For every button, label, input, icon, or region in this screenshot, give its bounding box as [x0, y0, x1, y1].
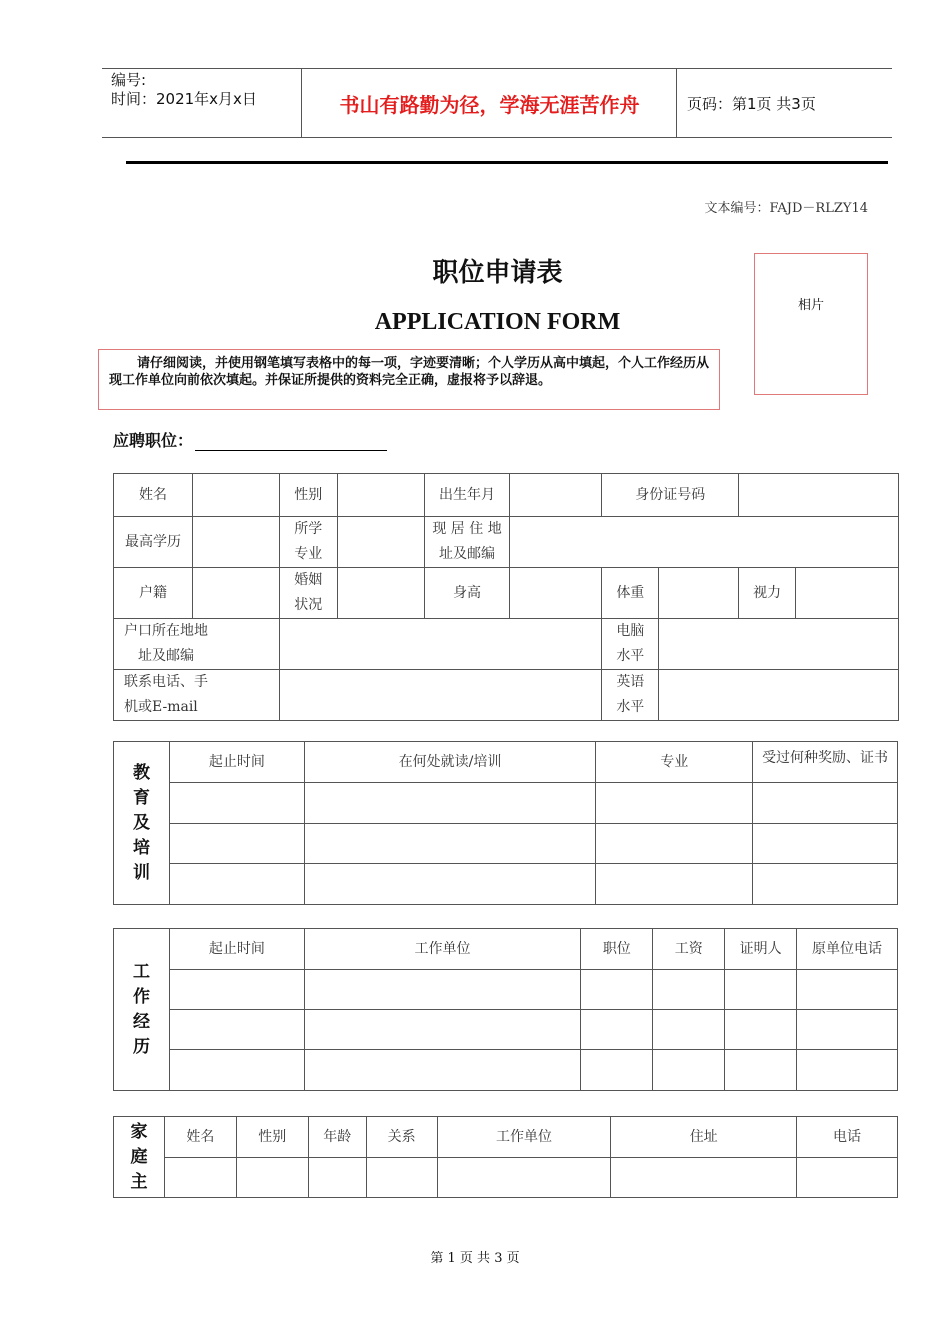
marital-field[interactable] — [337, 568, 424, 619]
edu-header-awards: 受过何种奖励、证书 — [753, 742, 898, 783]
table-cell[interactable] — [164, 1158, 236, 1198]
work-header-employer: 工作单位 — [304, 929, 581, 970]
form-subtitle: APPLICATION FORM — [374, 309, 621, 335]
position-label: 应聘职位： — [113, 431, 194, 450]
birth-label: 出生年月 — [424, 474, 510, 517]
work-header-position: 职位 — [581, 929, 653, 970]
table-cell[interactable] — [304, 864, 596, 905]
family-header-address: 住址 — [611, 1117, 797, 1158]
name-label: 姓名 — [114, 474, 193, 517]
table-cell[interactable] — [797, 1050, 898, 1091]
document-number: 文本编号：FAJD－RLZY14 — [704, 201, 868, 216]
english-field[interactable] — [659, 670, 899, 721]
table-cell[interactable] — [169, 970, 304, 1010]
page-header — [102, 68, 892, 138]
marital-label: 婚姻 状况 — [279, 568, 337, 619]
table-cell[interactable] — [725, 1010, 797, 1050]
notice-text: 请仔细阅读，并使用钢笔填写表格中的每一项，字迹要清晰；个人学历从高中填起，个人工作经历从现工作单位向前依次填起。并保证所提供的资料完全正确，虚报将予以辞退。 — [109, 356, 710, 388]
table-cell[interactable] — [437, 1158, 611, 1198]
english-label: 英语 水平 — [602, 670, 659, 721]
table-cell[interactable] — [236, 1158, 308, 1198]
table-cell[interactable] — [304, 1050, 581, 1091]
family-header-phone: 电话 — [797, 1117, 898, 1158]
table-cell[interactable] — [581, 1010, 653, 1050]
weight-field[interactable] — [659, 568, 739, 619]
personal-info-table — [113, 473, 899, 721]
hukou-field[interactable] — [192, 568, 279, 619]
contact-label: 联系电话、手 机或E-mail — [114, 670, 280, 721]
address-field[interactable] — [510, 517, 899, 568]
birth-field[interactable] — [510, 474, 602, 517]
education-field[interactable] — [192, 517, 279, 568]
computer-field[interactable] — [659, 619, 899, 670]
family-header-age: 年龄 — [308, 1117, 366, 1158]
vision-label: 视力 — [739, 568, 796, 619]
table-cell[interactable] — [304, 970, 581, 1010]
id-number-label: 身份证号码 — [602, 474, 739, 517]
name-field[interactable] — [192, 474, 279, 517]
instructions-notice — [98, 349, 720, 410]
table-cell[interactable] — [304, 783, 596, 824]
table-cell[interactable] — [596, 824, 753, 864]
time-label: 时间：2021年x月x日 — [111, 90, 257, 108]
work-header-phone: 原单位电话 — [797, 929, 898, 970]
edu-header-major: 专业 — [596, 742, 753, 783]
family-header-relation: 关系 — [366, 1117, 437, 1158]
table-cell[interactable] — [725, 1050, 797, 1091]
serial-label: 编号: — [111, 71, 147, 89]
table-cell[interactable] — [653, 970, 725, 1010]
gender-label: 性别 — [279, 474, 337, 517]
hukou-address-field[interactable] — [279, 619, 602, 670]
form-title: 职位申请表 — [432, 258, 563, 288]
table-cell[interactable] — [304, 824, 596, 864]
edu-header-school: 在何处就读/培训 — [304, 742, 596, 783]
id-number-field[interactable] — [739, 474, 899, 517]
height-label: 身高 — [424, 568, 510, 619]
weight-label: 体重 — [602, 568, 659, 619]
table-cell[interactable] — [596, 783, 753, 824]
table-cell[interactable] — [169, 824, 304, 864]
table-cell[interactable] — [753, 783, 898, 824]
header-divider — [126, 161, 888, 164]
education-side-label: 教 育 及 培 训 — [114, 742, 170, 905]
header-page-info: 页码：第1页 共3页 — [687, 94, 816, 113]
header-meta — [102, 69, 302, 137]
work-header-reference: 证明人 — [725, 929, 797, 970]
family-header-employer: 工作单位 — [437, 1117, 611, 1158]
family-header-name: 姓名 — [164, 1117, 236, 1158]
height-field[interactable] — [510, 568, 602, 619]
table-cell[interactable] — [611, 1158, 797, 1198]
table-cell[interactable] — [308, 1158, 366, 1198]
hukou-label: 户籍 — [114, 568, 193, 619]
work-side-label: 工 作 经 历 — [114, 929, 170, 1091]
work-history-table — [113, 928, 898, 1091]
computer-label: 电脑 水平 — [602, 619, 659, 670]
position-input-line[interactable] — [195, 434, 387, 451]
contact-field[interactable] — [279, 670, 602, 721]
vision-field[interactable] — [796, 568, 899, 619]
table-cell[interactable] — [581, 1050, 653, 1091]
table-cell[interactable] — [797, 1158, 898, 1198]
table-cell[interactable] — [581, 970, 653, 1010]
table-cell[interactable] — [169, 1050, 304, 1091]
table-cell[interactable] — [596, 864, 753, 905]
family-table — [113, 1116, 898, 1198]
table-cell[interactable] — [653, 1010, 725, 1050]
table-cell[interactable] — [725, 970, 797, 1010]
table-cell[interactable] — [169, 864, 304, 905]
address-label: 现 居 住 地 址及邮编 — [424, 517, 510, 568]
page-footer: 第 1 页 共 3 页 — [430, 1251, 520, 1266]
education-label: 最高学历 — [114, 517, 193, 568]
table-cell[interactable] — [304, 1010, 581, 1050]
table-cell[interactable] — [753, 824, 898, 864]
work-header-period: 起止时间 — [169, 929, 304, 970]
hukou-address-label: 户口所在地地 址及邮编 — [114, 619, 280, 670]
family-header-gender: 性别 — [236, 1117, 308, 1158]
education-table — [113, 741, 898, 905]
photo-box[interactable] — [754, 253, 868, 395]
table-cell[interactable] — [169, 783, 304, 824]
major-label: 所学 专业 — [279, 517, 337, 568]
table-cell[interactable] — [366, 1158, 437, 1198]
header-motto: 书山有路勤为径，学海无涯苦作舟 — [303, 69, 677, 137]
table-cell[interactable] — [797, 970, 898, 1010]
table-cell[interactable] — [753, 864, 898, 905]
family-side-label: 家 庭 主 — [114, 1117, 165, 1198]
table-cell[interactable] — [169, 1010, 304, 1050]
position-field — [113, 428, 387, 451]
major-field[interactable] — [337, 517, 424, 568]
gender-field[interactable] — [337, 474, 424, 517]
edu-header-period: 起止时间 — [169, 742, 304, 783]
table-cell[interactable] — [797, 1010, 898, 1050]
photo-label: 相片 — [797, 298, 824, 313]
table-cell[interactable] — [653, 1050, 725, 1091]
work-header-salary: 工资 — [653, 929, 725, 970]
